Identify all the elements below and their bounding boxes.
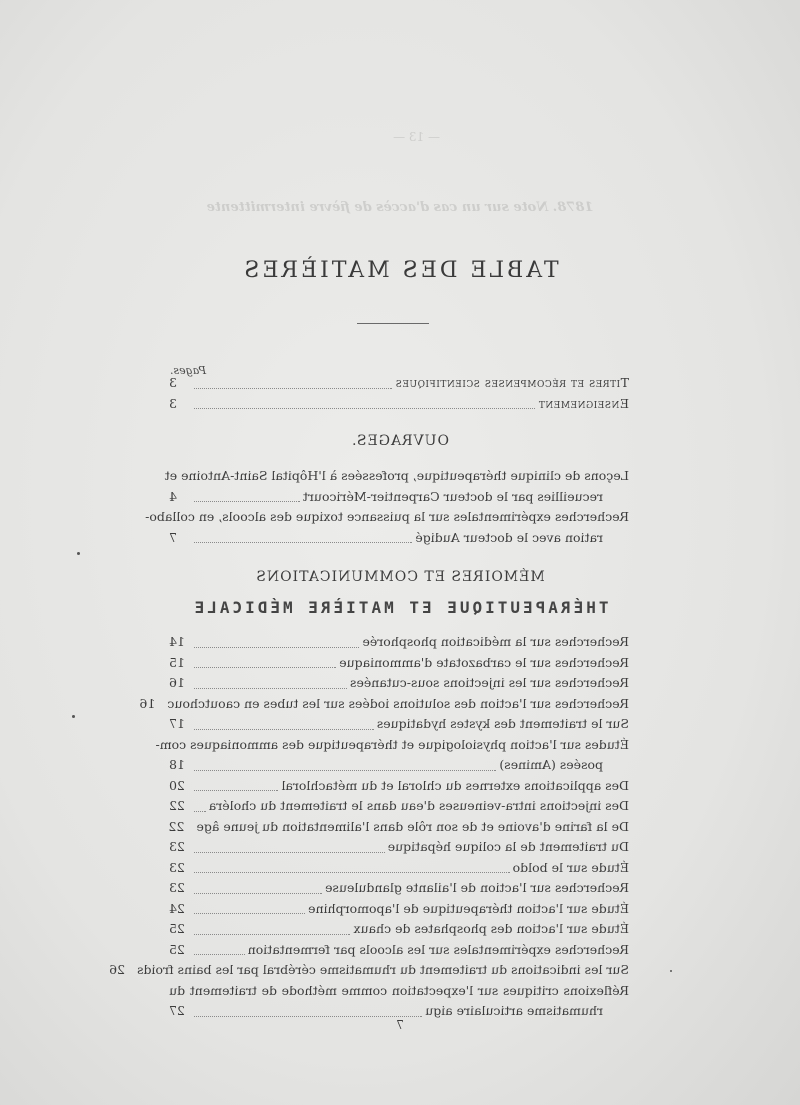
toc-entry-title: Étude sur l'action des phosphates de chaux <box>353 921 629 936</box>
toc-entry-title: Des injections intra-veineuses d'eau dans le traitement du choléra <box>208 798 629 813</box>
toc-entry <box>169 901 629 922</box>
toc-entry-title-cont: posées (Amines) <box>499 757 603 772</box>
toc-entry-title: Sur le traitement des kystes hydatiques <box>376 716 629 731</box>
toc-entry-title-cont: recueillies par le docteur Carpentier-Méricourt <box>302 488 603 504</box>
toc-entry-page: 16 <box>139 695 156 711</box>
toc-entry <box>169 655 629 676</box>
toc-entry-title-cont: ration avec le docteur Audigé <box>415 529 603 545</box>
toc-entry-page: 17 <box>169 716 185 731</box>
leader-dots <box>194 501 300 502</box>
leader-dots <box>194 1016 422 1017</box>
toc-entry-title: Étude sur le boldo <box>512 859 629 875</box>
toc-entry-page: 25 <box>169 921 185 936</box>
ink-speck <box>72 715 75 718</box>
page-title: TABLE DES MATIÈRES <box>241 258 559 283</box>
toc-entry-title: Enseignement <box>538 395 629 411</box>
leader-dots <box>194 913 305 914</box>
toc-entry <box>139 695 629 717</box>
toc-entry-page: 15 <box>169 654 185 670</box>
toc-entry-title: Étude sur l'action thérapeutique de l'apomorphine <box>308 900 629 916</box>
toc-entry-page: 18 <box>169 757 185 772</box>
toc-entry-title: Titres et récompenses scientifiques <box>395 375 629 390</box>
toc-entry-page: 14 <box>169 634 185 649</box>
toc-entry-page: 3 <box>169 395 177 411</box>
toc-entry-title: Recherches sur la médication phosphorée <box>362 634 629 649</box>
toc-entry-title-cont: rhumatisme articulaire aigu <box>425 1003 603 1018</box>
footer-mark: 7 <box>396 1018 404 1032</box>
toc-entry-page: 23 <box>169 839 185 854</box>
toc-entry-line <box>169 983 629 1004</box>
toc-entry-page: 25 <box>169 941 185 957</box>
toc-entry <box>169 819 629 840</box>
toc-entry-page: 23 <box>169 880 185 895</box>
leader-dots <box>194 667 336 668</box>
toc-entry <box>169 716 629 737</box>
leader-dots <box>194 647 359 648</box>
toc-entry-title: Des applications externes du chloral et du métachloral <box>281 777 629 793</box>
toc-entry-page: 3 <box>169 375 177 390</box>
toc-entry-line <box>164 468 629 489</box>
toc-entry-page: 23 <box>169 859 185 875</box>
toc-entry <box>169 860 629 881</box>
toc-entry-title: Recherches sur l'action de l'ailante glanduleuse <box>325 880 629 895</box>
ouvrages-entries <box>145 468 629 550</box>
toc-entry <box>169 375 629 396</box>
toc-entry-title: Du traitement de la colique hépatique <box>387 839 629 854</box>
toc-entry-page: 22 <box>168 818 185 834</box>
toc-entry <box>169 798 629 819</box>
toc-entry-title: Réflexions critiques sur l'expectation comme méthode de traitement du <box>169 982 629 998</box>
toc-entry-page: 24 <box>169 900 185 916</box>
toc-entry-page: 22 <box>169 798 185 813</box>
leader-dots <box>194 790 278 791</box>
therapeutique-entries <box>109 634 629 1024</box>
leader-dots <box>194 408 535 409</box>
toc-entry <box>169 921 629 942</box>
front-entries <box>169 375 629 416</box>
title-rule <box>357 323 429 324</box>
bleed-through-heading: 1878. Note sur un cas d'accès de fièvre intermittente <box>206 200 594 215</box>
leader-dots <box>194 388 392 389</box>
section-heading-therapeutique: THÉRAPEUTIQUE ET MATIÈRE MÉDICALE <box>191 598 609 617</box>
toc-entry-line <box>155 736 629 758</box>
toc-entry <box>169 778 629 799</box>
toc-entry-page: 26 <box>109 962 126 977</box>
ink-speck <box>77 552 80 555</box>
toc-entry-line <box>169 757 629 778</box>
leader-dots <box>194 934 350 935</box>
toc-entry-title: Leçons de clinique thérapeutique, professées à l'Hôpital Saint-Antoine et <box>164 468 629 483</box>
toc-entry-title: Recherches sur l'action des solutions iodées sur les tubes en caoutchouc <box>167 695 629 711</box>
toc-entry-title: Recherches sur le carbazotate d'ammoniaque <box>339 654 629 670</box>
toc-entry-title: Sur les indications du traitement du rhumatisme cérébral par les bains froids <box>137 962 629 977</box>
toc-entry <box>169 880 629 901</box>
toc-entry-page: 20 <box>169 777 185 793</box>
leader-dots <box>194 811 206 812</box>
toc-entry <box>169 839 629 860</box>
section-heading-memoires: MÉMOIRES ET COMMUNICATIONS <box>255 569 545 585</box>
toc-entry-title: Études sur l'action physiologique et thérapeutique des ammoniaques com- <box>155 736 629 752</box>
toc-entry <box>169 942 629 963</box>
toc-entry-line <box>145 509 629 530</box>
toc-entry <box>169 675 629 696</box>
toc-entry-page: 4 <box>169 488 177 504</box>
ink-speck <box>670 970 672 972</box>
bleed-through-page-number: — 13 — <box>393 130 440 144</box>
toc-entry-page: 16 <box>169 675 185 690</box>
leader-dots <box>194 729 374 730</box>
toc-entry-title: Recherches expérimentales sur les alcools par fermentation <box>247 941 629 957</box>
toc-entry <box>169 634 629 655</box>
toc-entry <box>169 396 629 417</box>
toc-entry-page: 7 <box>169 529 177 545</box>
leader-dots <box>194 852 385 853</box>
toc-entry-title: De la farine d'avoine et de son rôle dans l'alimentation du jeune âge <box>196 818 629 834</box>
toc-entry-page: 27 <box>169 1003 185 1018</box>
toc-entry-line <box>169 489 629 510</box>
toc-entry-title: Recherches expérimentales sur la puissance toxique des alcools, en collabo- <box>145 509 629 524</box>
leader-dots <box>194 893 322 894</box>
leader-dots <box>194 688 347 689</box>
section-heading-ouvrages: OUVRAGES. <box>351 433 449 449</box>
toc-entry <box>109 962 629 983</box>
pages-column-label: Pages. <box>170 364 207 377</box>
leader-dots <box>194 542 412 543</box>
leader-dots <box>194 954 245 955</box>
leader-dots <box>194 770 496 771</box>
toc-entry-title: Recherches sur les injections sous-cutanées <box>350 675 629 690</box>
leader-dots <box>194 872 510 873</box>
toc-entry-line <box>169 530 629 551</box>
